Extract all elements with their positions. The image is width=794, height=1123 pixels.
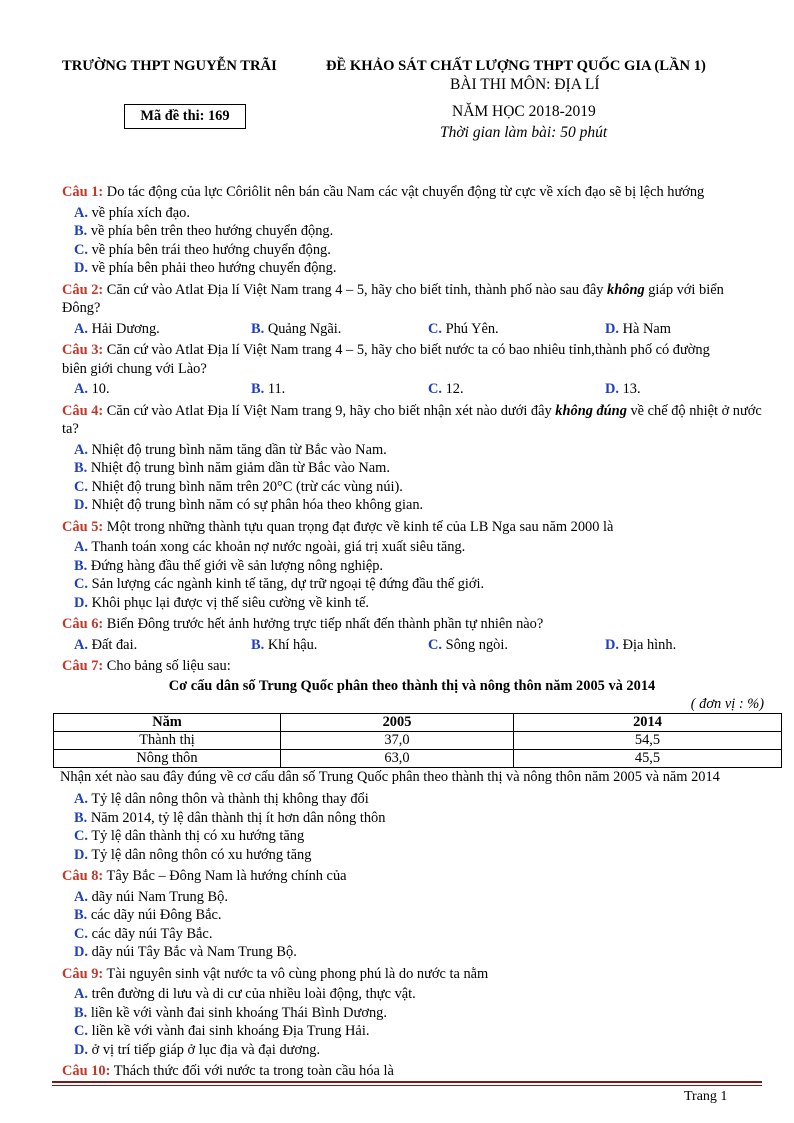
option-d[interactable] — [74, 1041, 762, 1060]
question-number: Câu 5: — [62, 518, 104, 535]
option-label: B. — [251, 320, 265, 337]
option-text: về phía bên trái theo hướng chuyển động. — [91, 241, 331, 258]
option-c[interactable] — [428, 636, 605, 655]
option-c[interactable] — [428, 380, 605, 399]
question-5 — [62, 518, 762, 613]
option-text: về phía bên phải theo hướng chuyển động. — [91, 260, 337, 276]
option-label: D. — [605, 320, 619, 337]
option-text: ở vị trí tiếp giáp ở lục địa và đại dương. — [91, 1041, 321, 1058]
option-text: 11. — [267, 381, 286, 397]
exam-subject: BÀI THI MÔN: ĐỊA LÍ — [450, 76, 600, 93]
question-text-end: giáp với biển Đông? — [62, 281, 724, 316]
option-d[interactable] — [605, 320, 671, 339]
question-1 — [62, 183, 762, 278]
option-text: Nhiệt độ trung bình năm có sự phân hóa theo không gian. — [91, 497, 424, 513]
option-text: Hà Nam — [622, 320, 671, 337]
question-text: Tây Bắc – Đông Nam là hướng chính của — [106, 868, 347, 884]
option-text: về phía bên trên theo hướng chuyển động. — [90, 223, 334, 239]
option-c[interactable] — [74, 478, 762, 497]
option-a[interactable] — [74, 320, 251, 339]
option-b[interactable] — [251, 636, 428, 655]
option-label: C. — [74, 241, 88, 258]
question-text: Tài nguyên sinh vật nước ta vô cùng phong phú là do nước ta nằm — [106, 965, 489, 982]
option-text: Tỷ lệ dân thành thị có xu hướng tăng — [91, 828, 305, 844]
options — [62, 985, 762, 1059]
option-d[interactable] — [74, 943, 431, 962]
option-text: Đất đai. — [91, 636, 138, 653]
option-label: A. — [74, 204, 88, 221]
option-d[interactable] — [74, 846, 762, 865]
option-a[interactable] — [74, 380, 251, 399]
question-number: Câu 2: — [62, 281, 104, 298]
option-text: Quảng Ngãi. — [267, 320, 342, 337]
option-d[interactable] — [74, 259, 431, 278]
table-cell: 63,0 — [281, 749, 514, 767]
option-text: Sông ngòi. — [445, 636, 508, 653]
question-number: Câu 10: — [62, 1063, 111, 1079]
option-label: C. — [74, 828, 88, 844]
question-text: Do tác động của lực Côriôlit nên bán cầu Nam các vật chuyển động từ cực về xích đạo sẽ bị lệch hướng — [106, 184, 705, 200]
exam-title: ĐỀ KHẢO SÁT CHẤT LƯỢNG THPT QUỐC GIA (LẦN 1) — [326, 58, 706, 74]
table-header: 2005 — [281, 713, 514, 731]
option-c[interactable] — [74, 827, 762, 846]
option-b[interactable] — [74, 222, 431, 241]
option-c[interactable] — [428, 320, 605, 339]
question-3 — [62, 341, 762, 399]
option-text: 10. — [91, 381, 110, 397]
option-label: D. — [605, 636, 619, 653]
question-prompt: Nhận xét nào sau đây đúng về cơ cấu dân số Trung Quốc phân theo thành thị và nông thôn năm 2005 và năm 2014 — [60, 768, 720, 785]
table-unit: ( đơn vị : %) — [690, 695, 764, 712]
option-text: các dãy núi Đông Bắc. — [90, 907, 222, 923]
table-header-row — [54, 713, 782, 731]
question-4 — [62, 402, 762, 515]
option-a[interactable] — [74, 538, 762, 557]
option-c[interactable] — [74, 1022, 762, 1041]
option-label: D. — [74, 846, 88, 863]
question-text: Căn cứ vào Atlat Địa lí Việt Nam trang 4 – 5, hãy cho biết nước ta có bao nhiêu tỉnh,thành phố có đường biên giới chung với Lào? — [62, 342, 710, 377]
option-label: A. — [74, 539, 88, 555]
option-label: B. — [251, 636, 265, 653]
option-text: Khôi phục lại được vị thế siêu cường về kinh tế. — [91, 594, 370, 611]
question-7 — [62, 657, 762, 864]
option-text: Nhiệt độ trung bình năm trên 20°C (trừ các vùng núi). — [91, 478, 403, 495]
option-label: D. — [74, 260, 88, 276]
option-a[interactable] — [74, 441, 762, 460]
option-text: các dãy núi Tây Bắc. — [91, 925, 213, 942]
option-b[interactable] — [74, 557, 762, 576]
data-table — [53, 713, 782, 768]
option-label: C. — [428, 636, 442, 653]
table-cell: 45,5 — [514, 749, 782, 767]
options — [62, 380, 762, 399]
option-label: C. — [74, 576, 88, 592]
option-text: Phú Yên. — [445, 320, 499, 337]
question-10 — [62, 1062, 762, 1081]
option-label: D. — [74, 594, 88, 611]
table-cell: 54,5 — [514, 731, 782, 749]
option-label: A. — [74, 381, 88, 397]
option-d[interactable] — [605, 380, 641, 399]
question-9 — [62, 965, 762, 1060]
option-text: Tỷ lệ dân nông thôn có xu hướng tăng — [91, 846, 312, 863]
question-text: Cho bảng số liệu sau: — [106, 658, 231, 674]
option-text: Sản lượng các ngành kinh tế tăng, dự trữ ngoại tệ đứng đầu thế giới. — [91, 576, 485, 592]
options — [62, 636, 762, 655]
option-b[interactable] — [74, 459, 762, 478]
option-d[interactable] — [74, 496, 762, 515]
questions-container — [62, 183, 762, 1084]
school-name: TRƯỜNG THPT NGUYỄN TRÃI — [62, 58, 277, 74]
question-number: Câu 8: — [62, 868, 104, 884]
option-text: liền kề với vành đai sinh khoáng Thái Bình Dương. — [90, 1004, 387, 1021]
option-label: C. — [428, 381, 442, 397]
option-a[interactable] — [74, 985, 762, 1004]
option-text: 12. — [445, 381, 464, 397]
option-text: Nhiệt độ trung bình năm giảm dần từ Bắc vào Nam. — [90, 460, 390, 476]
question-text: Thách thức đối với nước ta trong toàn cầu hóa là — [113, 1063, 394, 1079]
options — [62, 441, 762, 515]
table-header: 2014 — [514, 713, 782, 731]
question-emphasis: không đúng — [555, 402, 627, 419]
option-label: D. — [74, 944, 88, 960]
option-c[interactable] — [74, 925, 431, 944]
option-text: Thanh toán xong các khoản nợ nước ngoài, giá trị xuất siêu tăng. — [91, 539, 466, 555]
option-text: 13. — [622, 381, 641, 397]
option-b[interactable] — [74, 1004, 762, 1023]
question-text: Căn cứ vào Atlat Địa lí Việt Nam trang 4 – 5, hãy cho biết tỉnh, thành phố nào sau đây — [106, 281, 608, 298]
table-title: Cơ cấu dân số Trung Quốc phân theo thành thị và nông thôn năm 2005 và 2014 — [168, 677, 656, 694]
option-text: Địa hình. — [622, 636, 677, 653]
option-text: Nhiệt độ trung bình năm tăng dần từ Bắc vào Nam. — [91, 441, 387, 458]
option-label: A. — [74, 320, 88, 337]
option-text: Hải Dương. — [91, 320, 160, 337]
question-number: Câu 3: — [62, 342, 104, 358]
option-label: A. — [74, 986, 88, 1002]
option-a[interactable] — [74, 636, 251, 655]
question-number: Câu 7: — [62, 658, 104, 674]
options — [62, 204, 762, 278]
option-a[interactable] — [74, 888, 431, 907]
table-row — [54, 731, 782, 749]
option-d[interactable] — [605, 636, 676, 655]
option-label: C. — [74, 925, 88, 942]
option-text: trên đường di lưu và di cư của nhiều loài động, thực vật. — [91, 986, 416, 1002]
option-label: B. — [74, 460, 88, 476]
question-6 — [62, 615, 762, 654]
option-text: Đứng hàng đầu thế giới về sản lượng nông nghiệp. — [90, 557, 384, 574]
option-d[interactable] — [74, 594, 762, 613]
table-cell: Nông thôn — [54, 749, 281, 767]
question-number: Câu 4: — [62, 402, 104, 419]
option-c[interactable] — [74, 575, 762, 594]
option-label: D. — [74, 497, 88, 513]
option-label: A. — [74, 441, 88, 458]
option-text: liền kề với vành đai sinh khoáng Địa Trung Hải. — [91, 1023, 370, 1039]
option-label: B. — [251, 381, 265, 397]
option-b[interactable] — [251, 320, 428, 339]
option-label: C. — [428, 320, 442, 337]
option-label: B. — [74, 907, 88, 923]
question-8 — [62, 867, 762, 962]
option-text: Năm 2014, tỷ lệ dân thành thị ít hơn dân nông thôn — [90, 809, 386, 826]
question-number: Câu 1: — [62, 184, 104, 200]
table-cell: 37,0 — [281, 731, 514, 749]
option-label: B. — [74, 809, 88, 826]
option-label: A. — [74, 636, 88, 653]
option-c[interactable] — [74, 241, 431, 260]
footer-divider-thin — [52, 1085, 762, 1086]
option-label: A. — [74, 791, 88, 807]
options — [62, 790, 762, 864]
option-label: B. — [74, 557, 88, 574]
question-number: Câu 6: — [62, 616, 104, 632]
question-text: Một trong những thành tựu quan trọng đạt được về kinh tế của LB Nga sau năm 2000 là — [106, 518, 614, 535]
question-emphasis: không — [607, 281, 645, 298]
table-header: Năm — [54, 713, 281, 731]
school-year: NĂM HỌC 2018-2019 — [452, 103, 596, 120]
question-number: Câu 9: — [62, 965, 104, 982]
option-label: D. — [74, 1041, 88, 1058]
option-b[interactable] — [74, 809, 762, 828]
option-b[interactable] — [251, 380, 428, 399]
option-label: A. — [74, 888, 88, 905]
option-text: dãy núi Nam Trung Bộ. — [91, 888, 228, 905]
option-text: Khí hậu. — [267, 636, 318, 653]
question-2 — [62, 281, 762, 339]
options — [62, 320, 762, 339]
option-b[interactable] — [74, 906, 431, 925]
table-row — [54, 749, 782, 767]
option-label: C. — [74, 1023, 88, 1039]
question-text: Biển Đông trước hết ảnh hưởng trực tiếp nhất đến thành phần tự nhiên nào? — [106, 616, 544, 632]
question-text-end: về chế độ nhiệt ở nước ta? — [62, 402, 762, 437]
exam-duration: Thời gian làm bài: 50 phút — [440, 124, 608, 141]
table-cell: Thành thị — [54, 731, 281, 749]
page-number: Trang 1 — [684, 1089, 728, 1104]
option-label: B. — [74, 1004, 88, 1021]
question-text: Căn cứ vào Atlat Địa lí Việt Nam trang 9, hãy cho biết nhận xét nào dưới đây — [106, 402, 556, 419]
option-a[interactable] — [74, 204, 431, 223]
options — [62, 888, 762, 962]
exam-code-box: Mã đề thi: 169 — [124, 104, 246, 129]
options — [62, 538, 762, 612]
option-text: Tỷ lệ dân nông thôn và thành thị không thay đổi — [91, 791, 369, 807]
footer-divider — [52, 1081, 762, 1083]
option-label: D. — [605, 381, 619, 397]
exam-header — [62, 58, 762, 148]
option-text: về phía xích đạo. — [91, 204, 190, 221]
option-a[interactable] — [74, 790, 762, 809]
option-text: dãy núi Tây Bắc và Nam Trung Bộ. — [91, 944, 297, 960]
option-label: C. — [74, 478, 88, 495]
option-label: B. — [74, 223, 88, 239]
